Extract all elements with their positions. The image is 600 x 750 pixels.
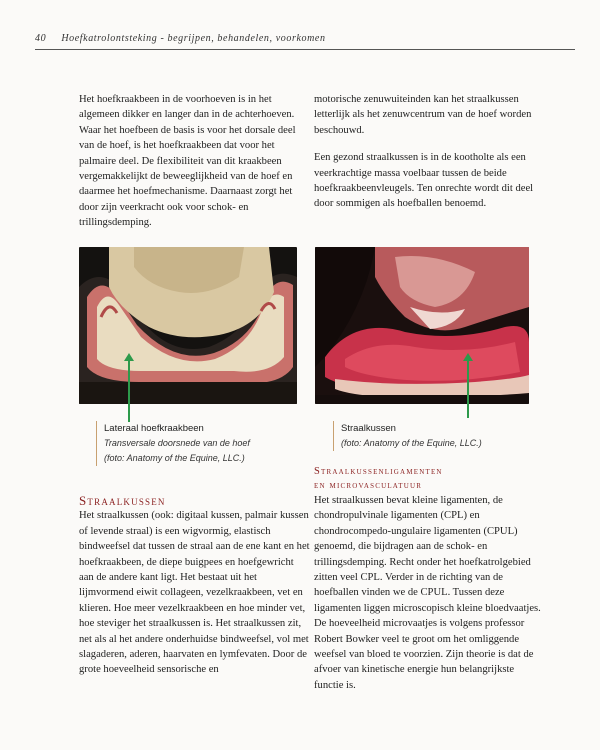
- page-number: 40: [35, 33, 47, 44]
- figure-left-caption-title: Lateraal hoefkraakbeen: [104, 423, 204, 434]
- section-heading-ligaments-line-2: en microvasculatuur: [314, 480, 423, 491]
- header-rule: [35, 49, 575, 50]
- figure-right-caption-line-1: (foto: Anatomy of the Equine, LLC.): [341, 438, 482, 448]
- hoof-cross-section-image: [79, 247, 297, 404]
- running-header: [35, 33, 575, 44]
- section-ligaments: [314, 465, 546, 705]
- figure-left-caption: [96, 421, 304, 466]
- digital-cushion-image: [315, 247, 529, 404]
- running-title: Hoefkatrolontsteking - begrijpen, behandelen, voorkomen: [61, 33, 326, 44]
- top-right-paragraph-1: motorische zenuwuiteinden kan het straalkussen letterlijk als het zenuwcentrum van de hoef worden beschouwd.: [314, 94, 532, 136]
- figure-left-caption-line-1: Transversale doorsnede van de hoef: [104, 438, 250, 448]
- digital-cushion-photo: [315, 247, 529, 404]
- figure-right-caption: [333, 421, 541, 451]
- figure-left-caption-line-2: (foto: Anatomy of the Equine, LLC.): [104, 453, 245, 463]
- top-right-column: [314, 92, 546, 224]
- arrow-digital-cushion: [467, 360, 469, 418]
- section-ligaments-paragraph: Het straalkussen bevat kleine ligamenten, de chondropulvinale ligamenten (CPL) en chondrocompedo-ungulaire ligamenten (CPUL) genoemd, die bijdragen aan de schok- en trillingsdemping. Recht onder het hoefkatrolgebied zitten veel CPL. Verder in de richting van de hoefballen vinden we de CPUL. Tussen deze ligamenten liggen microscopisch kleine bloedvaatjes. De hoeveelheid microvaatjes is volgens professor Robert Bowker veel te groot om het omliggende weefsel van bloed te voorzien. Zijn theorie is dat de afvoer van kinetische energie hun belangrijkste functie is.: [314, 495, 541, 691]
- top-left-column: [79, 92, 311, 243]
- figure-right-caption-title: Straalkussen: [341, 423, 396, 434]
- section-heading-ligaments-line-1: Straalkussenligamenten: [314, 466, 443, 477]
- section-straalkussen-paragraph: Het straalkussen (ook: digitaal kussen, palmair kussen of levende straal) is een wigvormig, elastisch bindweefsel dat tussen de straal aan de ene kant en het hoefkraakbeen, de diepe buigpees en hoefgewricht aan de andere kant ligt. Het bestaat uit het lijmvormend eiwit collageen, vezelkraakbeen, vet en klieren. Hoe meer vezelkraakbeen en hoe minder vet, hoe steviger het straalkussen is. Het straalkussen zit, net als al het andere onderhuidse bindweefsel, vol met slagaderen, aderen, haarvaten en lymfevaten. Door de grote hoeveelheid sensorische en: [79, 510, 310, 676]
- top-right-paragraph-2: Een gezond straalkussen is in de kootholte als een veerkrachtige massa voelbaar tussen de beide hoefkraakbeenvleugels. Ten onrechte wordt dit deel door sommigen als hoefballen benoemd.: [314, 152, 534, 210]
- section-straalkussen: [79, 493, 311, 690]
- hoof-cross-section-photo: [79, 247, 297, 404]
- arrow-lateral-cartilage: [128, 360, 130, 422]
- section-heading-straalkussen: Straalkussen: [79, 493, 166, 508]
- top-left-paragraph: Het hoefkraakbeen in de voorhoeven is in het algemeen dikker en langer dan in de achterhoeven. Waar het hoefbeen de basis is voor het dorsale deel van de hoef, is het hoefkraakbeen dat voor het palmaire deel. De flexibiliteit van dit kraakbeen vergemakkelijkt de beweeglijkheid van de hoef en daarmee het hoefmechanisme. Daarnaast zorgt het door zijn veerkracht ook voor schok- en trillingsdemping.: [79, 94, 296, 229]
